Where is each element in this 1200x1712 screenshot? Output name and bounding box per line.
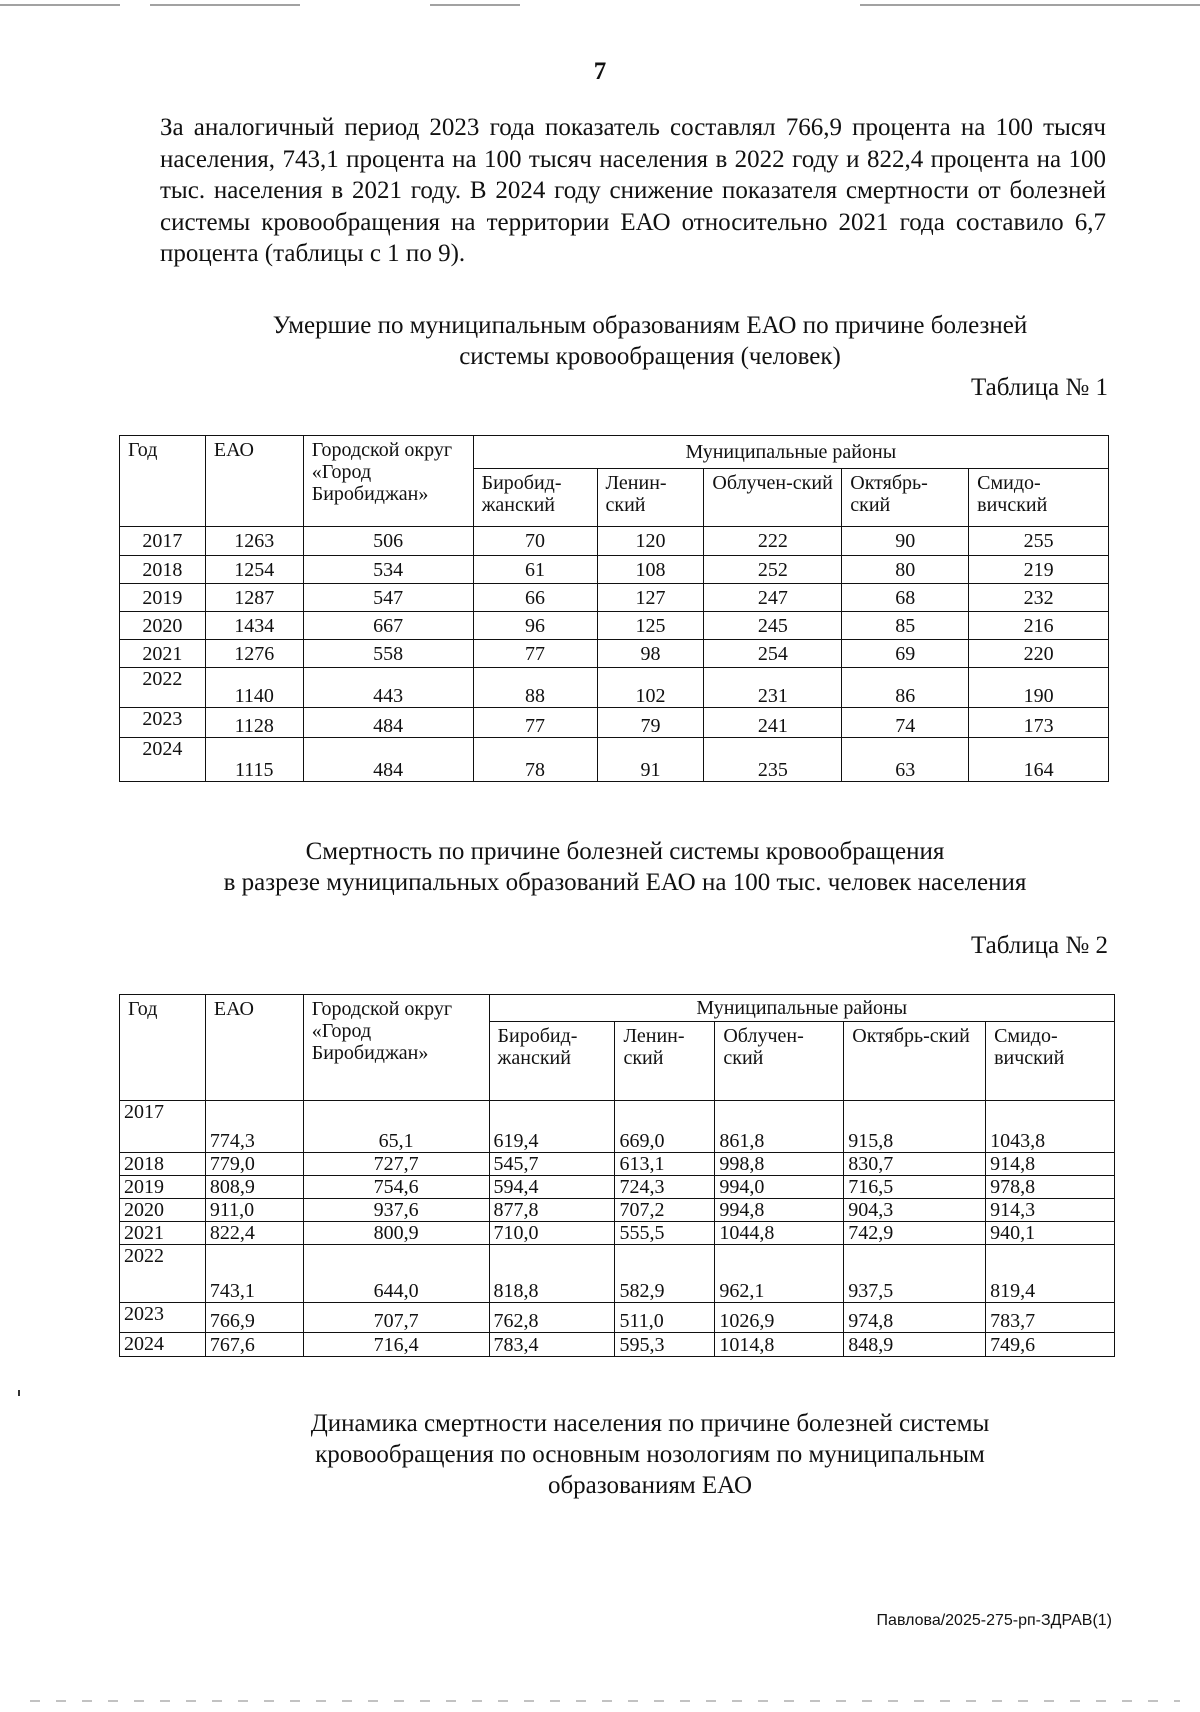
cell-city: 534 [303,556,473,584]
page-number: 7 [593,58,607,85]
cell-oktyabrsky: 63 [842,738,969,782]
cell-oktyabrsky: 830,7 [844,1153,986,1176]
table-row [120,527,1109,556]
cell-oktyabrsky: 937,5 [844,1245,986,1303]
cell-city: 547 [303,584,473,612]
cell-birobidzhansky: 762,8 [489,1303,615,1333]
cell-birobidzhansky: 877,8 [489,1199,615,1222]
cell-leninsky: 98 [597,640,704,668]
cell-leninsky: 511,0 [615,1303,715,1333]
table1-caption-line2: системы кровообращения (человек) [459,343,841,370]
cell-eao: 808,9 [205,1176,303,1199]
cell-leninsky: 108 [597,556,704,584]
cell-birobidzhansky: 96 [473,612,597,640]
cell-city: 558 [303,640,473,668]
cell-birobidzhansky: 545,7 [489,1153,615,1176]
cell-oktyabrsky: 86 [842,668,969,708]
cell-year: 2023 [120,708,206,738]
cell-year: 2019 [120,1176,206,1199]
cell-smidovichsky: 164 [969,738,1109,782]
cell-oktyabrsky: 74 [842,708,969,738]
cell-oktyabrsky: 915,8 [844,1101,986,1153]
cell-eao: 911,0 [205,1199,303,1222]
cell-eao: 767,6 [205,1333,303,1357]
cell-eao: 774,3 [205,1101,303,1153]
cell-smidovichsky: 783,7 [986,1303,1115,1333]
cell-leninsky: 555,5 [615,1222,715,1245]
cell-eao: 1287 [205,584,303,612]
cell-obluchensky: 861,8 [715,1101,844,1153]
cell-leninsky: 120 [597,527,704,556]
cell-oktyabrsky: 904,3 [844,1199,986,1222]
cell-obluchensky: 994,8 [715,1199,844,1222]
cell-city: 484 [303,708,473,738]
cell-oktyabrsky: 742,9 [844,1222,986,1245]
cell-oktyabrsky: 80 [842,556,969,584]
cell-city: 644,0 [303,1245,489,1303]
cell-year: 2019 [120,584,206,612]
cell-smidovichsky: 819,4 [986,1245,1115,1303]
cell-birobidzhansky: 818,8 [489,1245,615,1303]
cell-year: 2017 [120,527,206,556]
cell-smidovichsky: 914,3 [986,1199,1115,1222]
table-row [120,1303,1115,1333]
section3-caption-line2: кровообращения по основным нозологиям по муниципальным [315,1441,985,1468]
cell-leninsky: 724,3 [615,1176,715,1199]
cell-oktyabrsky: 974,8 [844,1303,986,1333]
table1-caption-line1: Умершие по муниципальным образованиям ЕАО по причине болезней [272,312,1028,339]
cell-oktyabrsky: 848,9 [844,1333,986,1357]
cell-smidovichsky: 749,6 [986,1333,1115,1357]
cell-obluchensky: 231 [704,668,842,708]
cell-eao: 1276 [205,640,303,668]
cell-obluchensky: 241 [704,708,842,738]
cell-eao: 1434 [205,612,303,640]
section3-caption [200,1408,1100,1501]
table1-number-label: Таблица № 1 [970,374,1108,401]
cell-city: 754,6 [303,1176,489,1199]
cell-smidovichsky: 219 [969,556,1109,584]
cell-eao: 1263 [205,527,303,556]
cell-birobidzhansky: 594,4 [489,1176,615,1199]
cell-smidovichsky: 978,8 [986,1176,1115,1199]
cell-city: 667 [303,612,473,640]
cell-leninsky: 91 [597,738,704,782]
cell-obluchensky: 1026,9 [715,1303,844,1333]
section3-caption-line3: образованиям ЕАО [547,1472,753,1499]
cell-oktyabrsky: 69 [842,640,969,668]
cell-leninsky: 102 [597,668,704,708]
cell-oktyabrsky: 68 [842,584,969,612]
cell-year: 2022 [120,1245,206,1303]
table1-header-year: Год [120,436,206,527]
table-row [120,668,1109,708]
cell-obluchensky: 998,8 [715,1153,844,1176]
table2-header-city: Городской округ «Город Биробиджан» [303,995,489,1101]
cell-eao: 822,4 [205,1222,303,1245]
cell-oktyabrsky: 716,5 [844,1176,986,1199]
cell-leninsky: 707,2 [615,1199,715,1222]
cell-smidovichsky: 255 [969,527,1109,556]
table2-header-birobidzhansky: Биробид-жанский [489,1022,615,1101]
table1-header-eao: ЕАО [205,436,303,527]
cell-obluchensky: 245 [704,612,842,640]
table2-number-label: Таблица № 2 [970,932,1108,959]
cell-smidovichsky: 216 [969,612,1109,640]
table2-header-smidovichsky: Смидо-вичский [986,1022,1115,1101]
cell-smidovichsky: 220 [969,640,1109,668]
cell-obluchensky: 1044,8 [715,1222,844,1245]
cell-obluchensky: 254 [704,640,842,668]
cell-birobidzhansky: 77 [473,640,597,668]
table1-header-smidovichsky: Смидо-вичский [969,469,1109,527]
table-row [120,612,1109,640]
cell-year: 2023 [120,1303,206,1333]
cell-leninsky: 125 [597,612,704,640]
table-row [120,1101,1115,1153]
table2 [119,994,1115,1357]
scan-mark [18,1390,20,1396]
cell-birobidzhansky: 70 [473,527,597,556]
table1 [119,435,1109,782]
cell-eao: 1115 [205,738,303,782]
table-row [120,708,1109,738]
cell-city: 484 [303,738,473,782]
cell-eao: 1140 [205,668,303,708]
scan-top-edge [0,4,1200,6]
cell-obluchensky: 962,1 [715,1245,844,1303]
cell-birobidzhansky: 77 [473,708,597,738]
cell-eao: 743,1 [205,1245,303,1303]
cell-year: 2021 [120,1222,206,1245]
cell-birobidzhansky: 88 [473,668,597,708]
cell-year: 2020 [120,1199,206,1222]
table-row [120,1199,1115,1222]
cell-obluchensky: 222 [704,527,842,556]
section3-caption-line1: Динамика смертности населения по причине болезней системы [310,1410,990,1437]
table1-header-obluchensky: Облучен-ский [704,469,842,527]
table2-header-year: Год [120,995,206,1101]
cell-city: 727,7 [303,1153,489,1176]
table-row [120,1153,1115,1176]
table-row [120,640,1109,668]
cell-year: 2024 [120,1333,206,1357]
cell-obluchensky: 235 [704,738,842,782]
table1-header-leninsky: Ленин-ский [597,469,704,527]
table2-caption [150,836,1100,898]
cell-city: 800,9 [303,1222,489,1245]
table1-header-city: Городской округ «Город Биробиджан» [303,436,473,527]
cell-smidovichsky: 1043,8 [986,1101,1115,1153]
cell-birobidzhansky: 78 [473,738,597,782]
table-row [120,1245,1115,1303]
cell-smidovichsky: 940,1 [986,1222,1115,1245]
table2-caption-line2: в разрезе муниципальных образований ЕАО на 100 тыс. человек населения [223,869,1027,896]
cell-leninsky: 582,9 [615,1245,715,1303]
table1-header-birobidzhansky: Биробид-жанский [473,469,597,527]
cell-eao: 1254 [205,556,303,584]
cell-year: 2018 [120,1153,206,1176]
cell-city: 716,4 [303,1333,489,1357]
document-code: Павлова/2025-275-рп-ЗДРАВ(1) [876,1612,1112,1629]
cell-birobidzhansky: 710,0 [489,1222,615,1245]
table2-header-districts: Муниципальные районы [489,995,1114,1022]
cell-leninsky: 79 [597,708,704,738]
cell-smidovichsky: 914,8 [986,1153,1115,1176]
cell-birobidzhansky: 61 [473,556,597,584]
cell-birobidzhansky: 619,4 [489,1101,615,1153]
cell-leninsky: 127 [597,584,704,612]
table2-body [120,1101,1115,1357]
table1-body [120,527,1109,782]
cell-oktyabrsky: 90 [842,527,969,556]
cell-year: 2020 [120,612,206,640]
cell-year: 2021 [120,640,206,668]
cell-smidovichsky: 232 [969,584,1109,612]
cell-eao: 766,9 [205,1303,303,1333]
table2-header-eao: ЕАО [205,995,303,1101]
table-row [120,556,1109,584]
cell-oktyabrsky: 85 [842,612,969,640]
table-row [120,1222,1115,1245]
cell-obluchensky: 252 [704,556,842,584]
cell-birobidzhansky: 66 [473,584,597,612]
table-row [120,1176,1115,1199]
table-row [120,584,1109,612]
cell-obluchensky: 994,0 [715,1176,844,1199]
cell-birobidzhansky: 783,4 [489,1333,615,1357]
table1-caption [200,310,1100,372]
cell-obluchensky: 247 [704,584,842,612]
cell-city: 707,7 [303,1303,489,1333]
scan-bottom-edge [30,1700,1180,1702]
table-row [120,738,1109,782]
cell-eao: 1128 [205,708,303,738]
cell-year: 2018 [120,556,206,584]
cell-city: 65,1 [303,1101,489,1153]
cell-leninsky: 595,3 [615,1333,715,1357]
cell-city: 443 [303,668,473,708]
table1-header-districts: Муниципальные районы [473,436,1108,469]
cell-eao: 779,0 [205,1153,303,1176]
cell-smidovichsky: 173 [969,708,1109,738]
cell-smidovichsky: 190 [969,668,1109,708]
cell-leninsky: 613,1 [615,1153,715,1176]
cell-leninsky: 669,0 [615,1101,715,1153]
table2-header-obluchensky: Облучен-ский [715,1022,844,1101]
cell-city: 506 [303,527,473,556]
cell-year: 2024 [120,738,206,782]
table-row [120,1333,1115,1357]
cell-obluchensky: 1014,8 [715,1333,844,1357]
cell-city: 937,6 [303,1199,489,1222]
table2-header-oktyabrsky: Октябрь-ский [844,1022,986,1101]
table1-header-oktyabrsky: Октябрь-ский [842,469,969,527]
intro-paragraph: За аналогичный период 2023 года показатель составлял 766,9 процента на 100 тысяч населения, 743,1 процента на 100 тысяч населения в 2022 году и 822,4 процента на 100 тыс. населения в 2021 году. В 2024 году снижение показателя смертности от болезней системы кровообращения на территории ЕАО относительно 2021 года составило 6,7 процента (таблицы с 1 по 9). [160,114,1106,268]
cell-year: 2022 [120,668,206,708]
cell-year: 2017 [120,1101,206,1153]
table2-caption-line1: Смертность по причине болезней системы кровообращения [305,838,945,865]
table2-header-leninsky: Ленин-ский [615,1022,715,1101]
